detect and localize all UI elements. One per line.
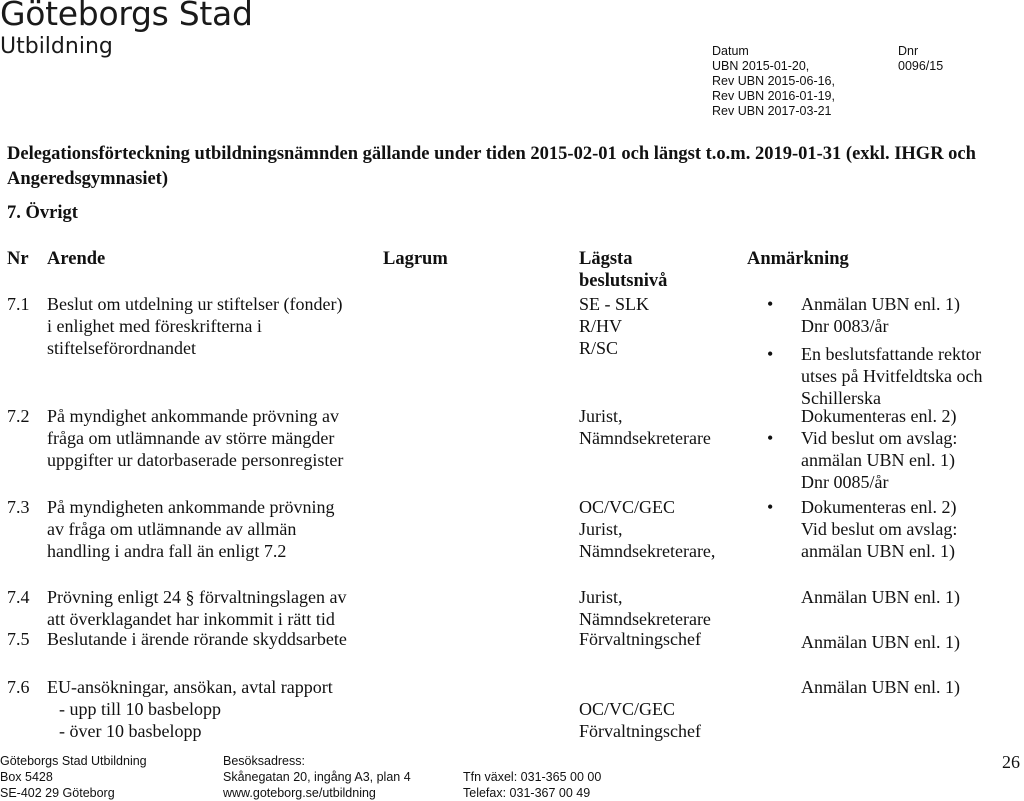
column-header-lagrum: Lagrum xyxy=(383,249,448,269)
row-anmarkning: • Dokumenteras enl. 2) Vid beslut om avslag: anmälan UBN enl. 1) xyxy=(801,496,957,562)
row-anmarkning: Anmälan UBN enl. 1) xyxy=(801,587,960,607)
column-header-arende: Arende xyxy=(47,249,106,269)
row-nr: 7.5 xyxy=(7,629,30,649)
row-arende: Prövning enligt 24 § förvaltningslagen av att överklagandet har inkommit i rätt tid xyxy=(47,587,347,629)
footer-phone: Tfn växel: 031-365 00 00 Telefax: 031-367 00 49 xyxy=(463,770,602,800)
section-heading: 7. Övrigt xyxy=(7,203,78,223)
row-nr: 7.1 xyxy=(7,294,30,314)
org-logo-text: Göteborgs Stad xyxy=(0,0,253,33)
dnr-label: Dnr xyxy=(898,44,919,58)
row-niva: OC/VC/GEC Jurist, Nämndsekreterare, xyxy=(579,497,716,561)
document-title: Delegationsförteckning utbildningsnämnden gällande under tiden 2015-02-01 och längst t.o.m. 2019-01-31 (exkl. IHGR och Angeredsgymnasiet) xyxy=(7,144,976,189)
datum-line: Rev UBN 2015-06-16, xyxy=(712,74,835,88)
footer-visit-address: Besöksadress: Skånegatan 20, ingång A3, plan 4 www.goteborg.se/utbildning xyxy=(223,754,411,800)
datum-line: Rev UBN 2017-03-21 xyxy=(712,104,832,118)
bullet-note: • Vid beslut om avslag: xyxy=(801,427,957,449)
row-arende: På myndighet ankommande prövning av fråga om utlämnande av större mängder uppgifter ur datorbaserade personregister xyxy=(47,406,344,470)
row-arende: EU-ansökningar, ansökan, avtal rapport - upp till 10 basbelopp - över 10 basbelopp xyxy=(47,677,333,741)
footer-address: Göteborgs Stad Utbildning Box 5428 SE-402 29 Göteborg xyxy=(0,754,147,800)
row-niva: Förvaltningschef xyxy=(579,629,701,649)
dnr-value: 0096/15 xyxy=(898,59,944,73)
bullet-note: • En beslutsfattande rektor xyxy=(801,343,982,365)
row-niva: Jurist, Nämndsekreterare xyxy=(579,587,711,629)
row-arende: Beslut om utdelning ur stiftelser (fonder) i enlighet med föreskrifterna i stiftelseförordnandet xyxy=(47,294,343,358)
row-anmarkning: Anmälan UBN enl. 1) xyxy=(801,677,960,697)
bullet-note: • Dokumenteras enl. 2) xyxy=(801,496,957,518)
row-niva: Jurist, Nämndsekreterare xyxy=(579,406,711,448)
datum-block xyxy=(712,44,835,119)
row-arende: På myndigheten ankommande prövning av fråga om utlämnande av allmän handling i andra fall än enligt 7.2 xyxy=(47,497,335,561)
row-nr: 7.3 xyxy=(7,497,30,517)
row-anmarkning: • Anmälan UBN enl. 1) Dnr 0083/år • En beslutsfattande rektor utses på Hvitfeldtska och Schillerska xyxy=(801,293,982,409)
row-nr: 7.4 xyxy=(7,587,30,607)
column-header-nr: Nr xyxy=(7,249,29,269)
row-niva: SE - SLK R/HV R/SC xyxy=(579,294,650,358)
column-header-niva: Lägsta beslutsnivå xyxy=(579,249,668,291)
page-number: 26 xyxy=(1002,752,1020,772)
dept-logo-text: Utbildning xyxy=(0,34,113,59)
column-header-anmarkning: Anmärkning xyxy=(747,249,849,269)
row-anmarkning: Anmälan UBN enl. 1) xyxy=(801,632,960,652)
row-nr: 7.6 xyxy=(7,677,30,697)
datum-line: Rev UBN 2016-01-19, xyxy=(712,89,835,103)
row-nr: 7.2 xyxy=(7,406,30,426)
datum-line: UBN 2015-01-20, xyxy=(712,59,810,73)
row-anmarkning: Dokumenteras enl. 2) • Vid beslut om avslag: anmälan UBN enl. 1) Dnr 0085/år xyxy=(801,405,957,493)
row-niva: OC/VC/GEC Förvaltningschef xyxy=(579,699,701,741)
row-arende: Beslutande i ärende rörande skyddsarbete xyxy=(47,629,347,649)
dnr-block xyxy=(898,44,943,74)
footer-website-link[interactable]: www.goteborg.se/utbildning xyxy=(223,786,376,800)
datum-label: Datum xyxy=(712,44,749,58)
bullet-note: • Anmälan UBN enl. 1) xyxy=(801,293,982,315)
